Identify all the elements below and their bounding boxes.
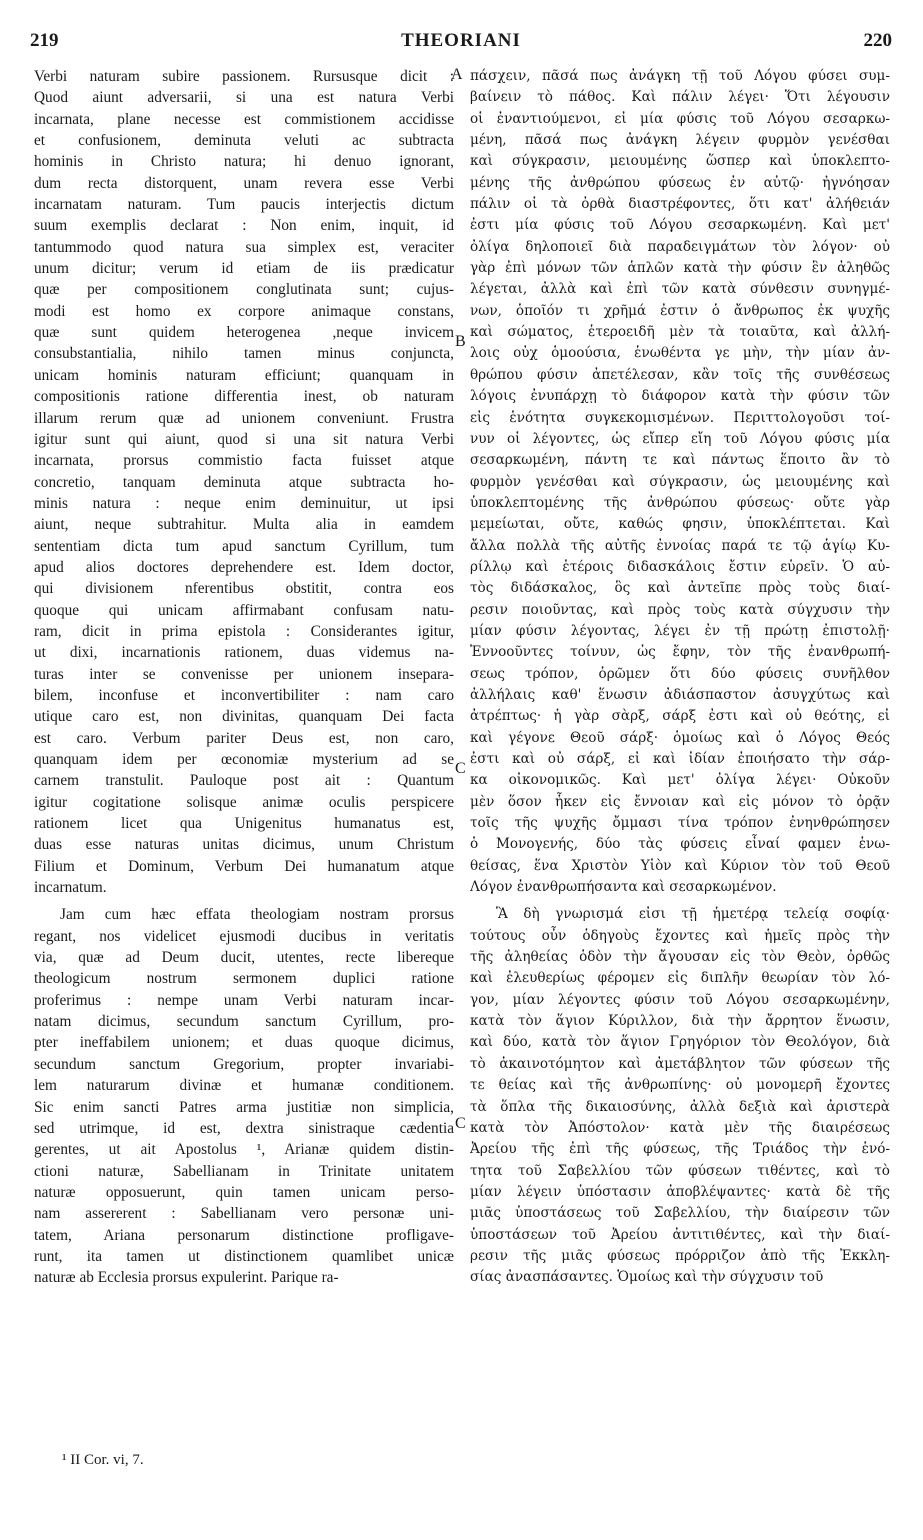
latin-text-line: dum recta distorquent, unam revera esse Verbi (34, 174, 454, 192)
latin-text-line: modi est homo ex corpore animaque constans, (34, 302, 454, 320)
greek-text-line: ρεσιν τῆς μιᾶς φύσεως πρόρριζον ἀπὸ τῆς Ἐκκλη- (470, 1247, 890, 1264)
greek-text-line: ἄλλα πολλὰ τῆς αὐτῆς ἐννοίας παρά τε τῷ ἁγίῳ Κυ- (470, 537, 890, 554)
greek-text-line: τούτους οὖν ὁδηγοὺς ἔχοντες καὶ ἡμεῖς πρὸς τὴν (470, 927, 890, 944)
latin-text-line: quæ per compositionem conglutinata sunt; cujus- (34, 281, 454, 299)
latin-text-line: naturæ ab Ecclesia prorsus expulerint. Parique ra- (34, 1269, 339, 1287)
greek-text-line: κα οἰκονομικῶς. Καὶ μετ' ὀλίγα λέγει· Οὐκοῦν (470, 772, 890, 789)
greek-text-line: τε θείας καὶ τῆς ἀνθρωπίνης· οὐ μονομερῆ ἔχοντες (470, 1077, 890, 1094)
greek-text-line: καὶ δύο, κατὰ τὸν ἅγιον Γρηγόριον τὸν Θεολόγον, διὰ (470, 1034, 890, 1051)
greek-text-line: νυν οἱ λέγοντες, ὡς εἴπερ εἴη τοῦ Λόγου φύσις μία (470, 430, 890, 447)
latin-text-line: minis natura : neque enim deminuitur, ut ipsi (34, 494, 454, 512)
greek-text-line: μένη, πᾶσά πως ἀνάγκη λέγειν φυρμὸν γενέσθαι (470, 132, 890, 149)
greek-text-line: οἱ ἐναντιούμενοι, εἰ μία φύσις τοῦ Λόγου σεσαρκω- (470, 110, 890, 127)
latin-text-line: est caro. Verbum pariter Deus est, non caro, (34, 729, 454, 747)
latin-text-line: quanquam idem per œconomiæ mysterium ad se (34, 751, 454, 768)
greek-text-line: μένης τῆς ἀνθρώπου φύσεως ἐν αὐτῷ· ἠγνόησαν (470, 174, 890, 191)
latin-text-line: Quod aiunt adversarii, si una est natura Verbi (34, 89, 454, 107)
latin-text-line: gerentes, ut ait Apostolus ¹, Arianæ quidem distin- (34, 1141, 454, 1159)
greek-text-line: σεσαρκωμένη, πάντη τε καὶ πάντως ἕποιτο ἂν τὸ (470, 452, 890, 469)
greek-text-line: καὶ σώματος, ἑτεροειδῆ μὲν τὰ τοιαῦτα, καὶ ἀλλή- (470, 324, 890, 341)
greek-text-line: καὶ γέγονε Θεοῦ σάρξ· ὁμοίως καὶ ὁ Λόγος Θεός (470, 729, 890, 746)
greek-text-line: ἀλλήλαις καθ' ἕνωσιν ἀδιάσπαστον ἀσυγχύτως καὶ (470, 686, 890, 703)
latin-text-line: Sic enim sancti Patres arma justitiæ non simplicia, (34, 1098, 454, 1116)
greek-text-line: Λόγον ἐνανθρωπήσαντα καὶ σεσαρκωμένον. (470, 879, 777, 896)
greek-text-line: ὁ Μονογενής, δύο τὰς φύσεις εἶναί φαμεν ἑνω- (470, 836, 890, 853)
greek-text-line: τὸ ἀκαινοτόμητον καὶ ἀμετάβλητον τῶν φύσεων τῆς (470, 1055, 890, 1072)
latin-text-line: ut dixi, incarnationis rationem, duas videmus na- (34, 644, 454, 662)
greek-text-line: ἐστι καὶ οὐ σάρξ, εἰ καὶ ἰδίαν ἐποιήσατο τὴν σάρ- (470, 751, 890, 767)
latin-text-line: apud alios doctores deprehendere est. Idem doctor, (34, 558, 454, 576)
greek-column (470, 66, 890, 1289)
latin-text-line: theologicum nostrum sermonem duplici ratione (34, 970, 454, 988)
greek-text-line: μιᾶς ὑποστάσεως τοῦ Σαβελλίου, τὴν διαίρεσιν τῶν (470, 1205, 890, 1222)
latin-text-line: quoque qui unicam affirmabant confusam natu- (34, 601, 454, 619)
latin-text-line: naturæ opposuerunt, quin tamen unicam perso- (34, 1183, 454, 1201)
latin-text-line: bilem, inconfuse et inconvertibiliter : nam caro (34, 686, 454, 704)
latin-text-line: consubstantialia, nihilo tamen minus conjuncta, (34, 345, 454, 363)
latin-text-line: secundum sanctum Gregorium, propter invariabi- (34, 1055, 454, 1073)
latin-text-line: sed utrimque, id est, dextra sinistraque cædentia (34, 1119, 454, 1137)
page-header (30, 30, 892, 56)
latin-column (34, 66, 454, 1289)
latin-text-line: concretio, tanquam deminuta atque subtracta ho- (34, 473, 454, 491)
greek-text-line: Ἀρείου τῆς ἐπὶ τῆς φύσεως, τῆς Τριάδος τὴν ἑνό- (470, 1141, 890, 1158)
latin-text-line: rationem licet qua Unigenitus humanatus est, (34, 815, 454, 833)
greek-text-line: τὰ ὅπλα τῆς δικαιοσύνης, ἀλλὰ δεξιὰ καὶ ἀριστερὰ (470, 1098, 890, 1115)
latin-text-line: igitur sunt qui aiunt, quod si una sit natura Verbi (34, 430, 454, 448)
latin-text-line: tantummodo quod natura sua simplex est, veraciter (34, 238, 454, 256)
greek-text-line: φυρμὸν γενέσθαι καὶ σύγκρασιν, ὡς μειουμένης καὶ (470, 473, 890, 490)
greek-text-line: λοις οὐχ ὁμοούσια, ἑνωθέντα γε μὴν, τὴν μίαν ἀν- (470, 345, 890, 362)
greek-text-line: ὑποκλεπτομένης τῆς ἀνθρώπου φύσεως· οὔτε γὰρ (470, 494, 890, 511)
greek-text-line: ἀτρέπτως· ἡ γὰρ σὰρξ, σάρξ ἐστι καὶ οὐ θεότης, εἰ (470, 708, 890, 725)
greek-text-line: θείσας, ἕνα Χριστὸν Υἱὸν καὶ Κύριον τὸν τοῦ Θεοῦ (470, 857, 890, 874)
margin-marker-a: A (451, 66, 463, 83)
latin-text-line: suum exemplis declarat : Non enim, inquit, id (34, 217, 454, 235)
greek-text-line: καὶ σύγκρασιν, μειουμένης ὥσπερ καὶ ὑποκλεπτο- (470, 153, 890, 170)
margin-marker-b: B (455, 333, 466, 350)
greek-text-line: πάλιν οἱ τὰ ὀρθὰ διαστρέφοντες, ὅτι κατ' ἀλήθειάν (470, 196, 890, 213)
latin-text-line: duas esse naturas unitas dicimus, unum Christum (34, 836, 454, 854)
latin-text-line: carnem transtulit. Pauloque post ait : Quantum (34, 772, 454, 790)
greek-text-line: θρώπου φύσιν ἀπετέλεσαν, κἂν τοῖς τῆς συνθέσεως (470, 366, 890, 383)
greek-text-line: πάσχειν, πᾶσά πως ἀνάγκη τῇ τοῦ Λόγου φύσει συμ- (470, 68, 890, 84)
latin-text-line: pter ineffabilem unionem; et duas quoque dicimus, (34, 1034, 454, 1052)
margin-marker-c: C (455, 1115, 466, 1132)
latin-text-line: nam assererent : Sabellianam vero personæ uni- (34, 1205, 454, 1223)
latin-text-line: turas inter se convenisse per unionem insepara- (34, 665, 454, 683)
footnote: ¹ II Cor. vi, 7. (62, 1452, 144, 1468)
latin-text-line: Filium et Dominum, Verbum Dei humanatum atque (34, 857, 454, 875)
greek-text-line: γὰρ ἐπὶ μόνων τῶν ἁπλῶν κατὰ τὴν φύσιν ἓν ἀληθῶς (470, 260, 890, 277)
latin-text-line: regant, nos videlicet ejusmodi ducibus in veritatis (34, 927, 454, 945)
greek-text-line: ἐστι μία φύσις τοῦ Λόγου σεσαρκωμένη. Καὶ μετ' (470, 217, 890, 234)
latin-text-line: Jam cum hæc effata theologiam nostram prorsus (60, 906, 454, 924)
latin-text-line: igitur cogitatione solisque animæ oculis perspicere (34, 793, 454, 811)
latin-text-line: incarnatam naturam. Tum paucis interjectis dictum (34, 196, 454, 214)
latin-text-line: qui divisionem nferentibus obstitit, contra eos (34, 580, 454, 598)
latin-text-line: et confusionem, deminuta veluti ac subtracta (34, 132, 454, 150)
latin-text-line: quæ sunt quidem heterogenea ,neque invicem (34, 324, 454, 342)
margin-marker-c: C (455, 760, 466, 777)
greek-text-line: μεμείωται, οὔτε, καθώς φησιν, ὑποκλέπτεται. Καὶ (470, 516, 890, 533)
greek-text-line: ρεσιν ποιοῦντας, καὶ πρὸς τοὺς κατὰ σύγχυσιν τὴν (470, 601, 890, 618)
greek-text-line: τοῖς τῆς ψυχῆς ὄμμασι τίνα τρόπον ἐνηνθρώπησεν (470, 815, 890, 832)
greek-text-line: κατὰ τὸν Ἀπόστολον· κατὰ μὲν τῆς διαιρέσεως (470, 1119, 890, 1136)
running-title: THEORIANI (401, 30, 521, 51)
greek-text-line: Ἃ δὴ γνωρισμά εἰσι τῇ ἡμετέρᾳ τελείᾳ σοφίᾳ· (496, 906, 890, 923)
greek-text-line: μὲν ὅσον ἧκεν εἰς ἔννοιαν καὶ εἰς μόνον τὸ ὁρᾷν (470, 793, 890, 810)
latin-text-line: tatem, Ariana personarum distinctione profligave- (34, 1226, 454, 1244)
latin-text-line: via, quæ ad Deum ducit, utentes, recte libereque (34, 949, 454, 967)
latin-text-line: runt, ita tamen ut distinctionem quamlibet unicæ (34, 1247, 454, 1265)
latin-text-line: Verbi naturam subire passionem. Rursusque dicit : (34, 68, 454, 85)
greek-text-line: ὀλίγα δηλοποιεῖ διὰ παραδειγμάτων τὸν λόγον· οὐ (470, 238, 890, 255)
greek-text-line: Ἐννοοῦντες τοίνυν, ὡς ἔφην, τὸν τῆς ἐνανθρωπή- (470, 644, 890, 661)
greek-text-line: καὶ ἐλευθερίως φέρομεν εἰς διπλῆν θεωρίαν τὸν λό- (470, 970, 890, 987)
latin-text-line: unum dicitur; verum id etiam de iis prædicatur (34, 260, 454, 278)
latin-text-line: hominis in Christo natura; hi denuo ignorant, (34, 153, 454, 171)
latin-text-line: aiunt, neque subtrahitur. Multa alia in eamdem (34, 516, 454, 534)
greek-text-line: εἰς ἑνότητα συγκεκομισμένων. Περιττολογοῦσι τοί- (470, 409, 890, 426)
latin-text-line: incarnatum. (34, 879, 107, 897)
greek-text-line: σεως τρόπον, ὁρῶμεν ὅτι δύο φύσεις συνῆλθον (470, 665, 890, 682)
latin-text-line: ctioni naturæ, Sabellianam in Trinitate unitatem (34, 1162, 454, 1180)
latin-text-line: proferimus : nempe unam Verbi naturam incar- (34, 991, 454, 1009)
latin-text-line: illarum rerum quæ ad unionem conveniunt. Frustra (34, 409, 454, 427)
greek-text-line: νων, ὁποῖόν τι χρῆμά ἐστιν ὁ ἄνθρωπος ἐκ ψυχῆς (470, 302, 890, 319)
greek-text-line: τὸς διδάσκαλος, ὃς καὶ ἀντεῖπε πρὸς τοὺς διαί- (470, 580, 890, 597)
latin-text-line: utique caro est, non divinitas, quanquam Dei facta (34, 708, 454, 726)
greek-text-line: κατὰ τὸν ἅγιον Κύριλλον, διὰ τὴν ἄρρητον ἕνωσιν, (470, 1013, 890, 1030)
latin-text-line: incarnata, plane necesse est commistionem accidisse (34, 110, 454, 128)
greek-text-line: σίας ἀνασπάσαντες. Ὁμοίως καὶ τὴν σύγχυσιν τοῦ (470, 1269, 824, 1286)
latin-text-line: sententiam dicta tum apud sanctum Cyrillum, tum (34, 537, 454, 555)
latin-text-line: natam dicimus, secundum sanctum Cyrillum, pro- (34, 1013, 454, 1031)
latin-text-line: ram, dicit in prima epistola : Considerantes igitur, (34, 622, 454, 640)
greek-text-line: ὑποστάσεων τοῦ Ἀρείου ἀντιτιθέντες, καὶ τὴν διαί- (470, 1226, 890, 1243)
greek-text-line: μίαν φύσιν λέγοντας, λέγει ἐν τῇ πρώτῃ ἐπιστολῇ· (470, 622, 890, 639)
greek-text-line: ρίλλῳ καὶ ἑτέροις διδασκάλοις ἔστιν εὑρεῖν. Ὁ αὐ- (470, 558, 890, 575)
greek-text-line: λόγοις ἐνυπάρχῃ τὸ διάφορον κατὰ τὴν φύσιν τῶν (470, 388, 890, 405)
latin-text-line: incarnata, prorsus commistio facta fuisset atque (34, 452, 454, 470)
greek-text-line: μίαν λέγειν ὑπόστασιν ἀποβλέψαντες· κατὰ δὲ τῆς (470, 1183, 890, 1200)
greek-text-line: τητα τοῦ Σαβελλίου τῶν φύσεων τιθέντες, καὶ τὸ (470, 1162, 890, 1179)
latin-text-line: lem naturarum divinæ et humanæ conditionem. (34, 1077, 454, 1095)
greek-text-line: βαίνειν τὸ πάθος. Καὶ πάλιν λέγει· Ὅτι λέγουσιν (470, 89, 890, 106)
page-number-right: 220 (863, 30, 892, 51)
latin-text-line: unicam hominis naturam efficiunt; quanquam in (34, 366, 454, 384)
greek-text-line: γον, μίαν λέγοντες φύσιν τοῦ Λόγου σεσαρκωμένην, (470, 991, 890, 1008)
page-number-left: 219 (30, 30, 59, 51)
greek-text-line: τῆς ἀληθείας ὁδὸν τὴν ἄγουσαν εἰς τὸν Θεὸν, ὀρθῶς (470, 949, 890, 966)
latin-text-line: compositionis ratione differentia inest, ob naturam (34, 388, 454, 406)
greek-text-line: λέγεται, ἀλλὰ καὶ ἐπὶ τῶν κατὰ σύνθεσιν συνηγμέ- (470, 281, 890, 298)
